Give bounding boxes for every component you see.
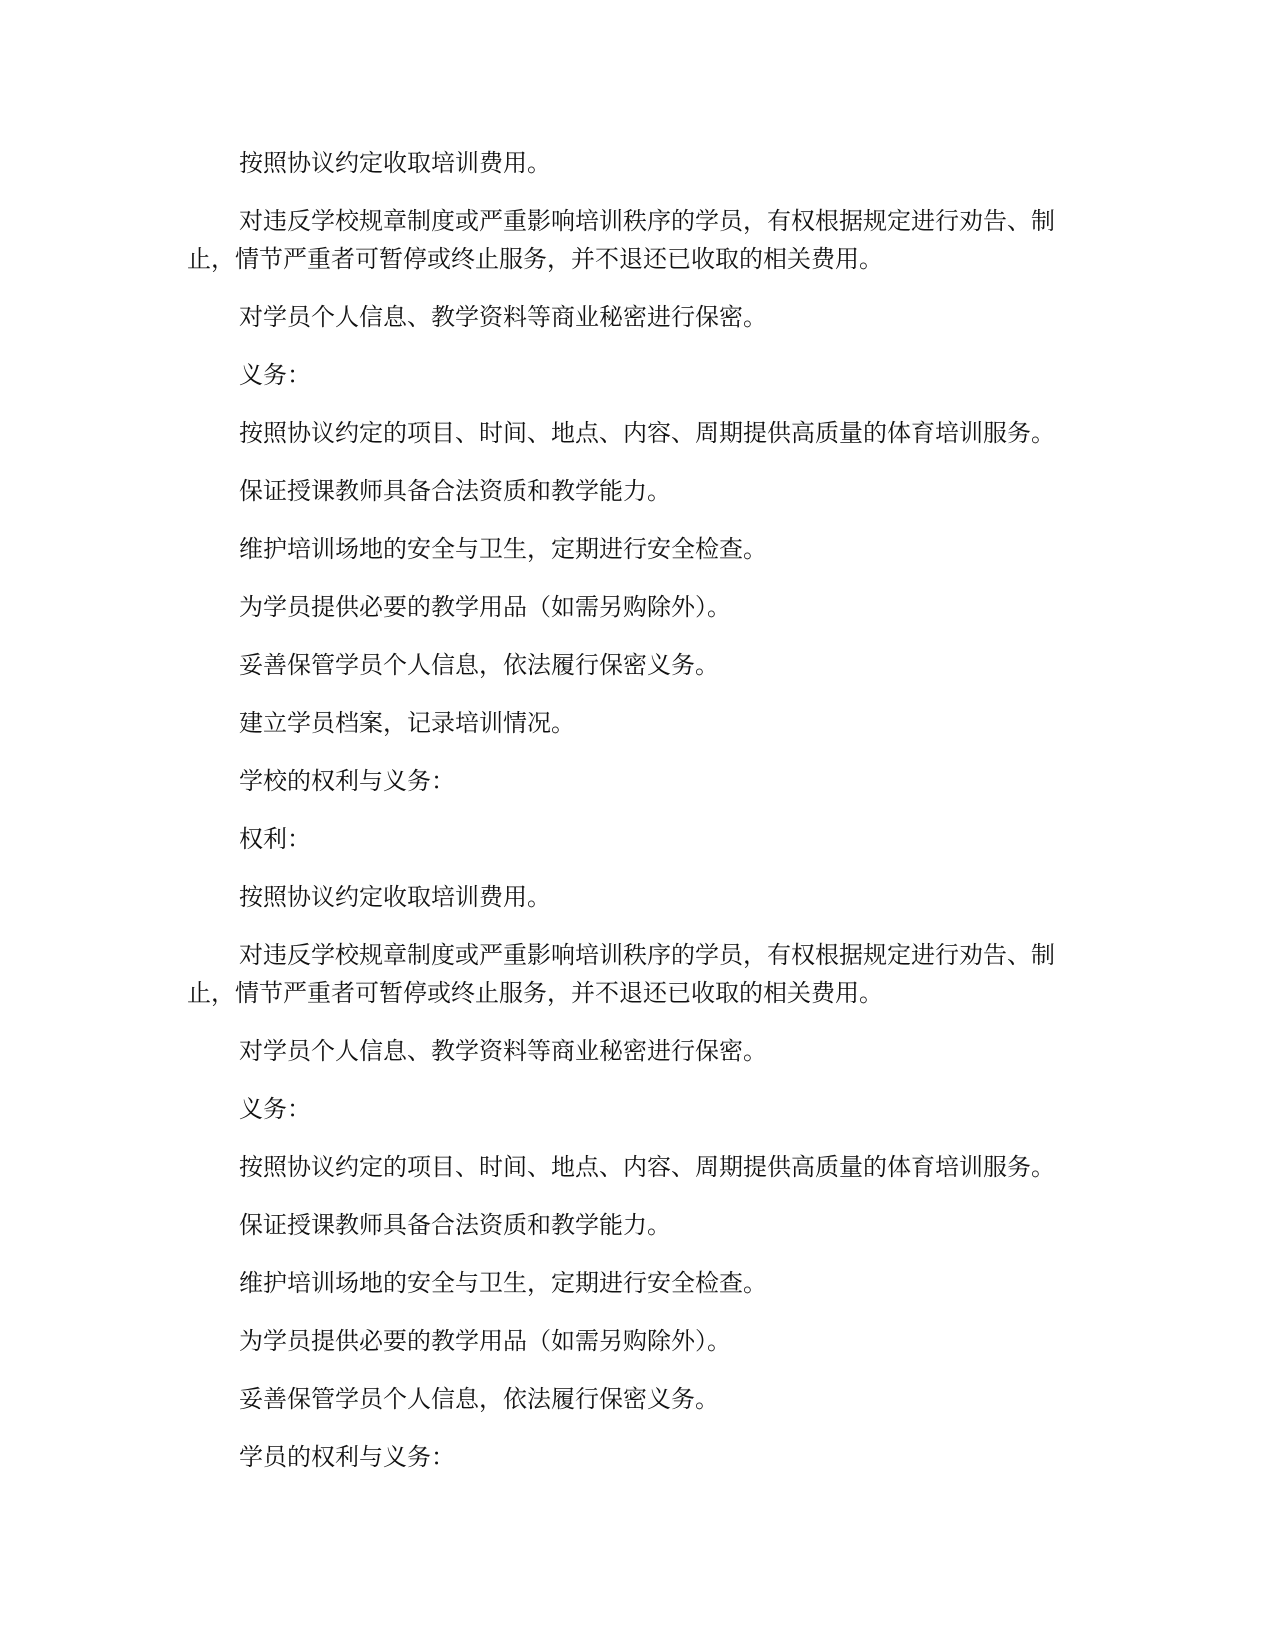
paragraph: 按照协议约定的项目、时间、地点、内容、周期提供高质量的体育培训服务。 [239,419,1055,447]
paragraph: 为学员提供必要的教学用品（如需另购除外）。 [239,1327,731,1355]
paragraph: 对违反学校规章制度或严重影响培训秩序的学员，有权根据规定进行劝告、制止，情节严重者可暂停或终止服务，并不退还已收取的相关费用。 [187,207,1055,273]
paragraph: 保证授课教师具备合法资质和教学能力。 [239,1211,671,1239]
section-label: 义务： [239,361,311,389]
paragraph: 对违反学校规章制度或严重影响培训秩序的学员，有权根据规定进行劝告、制止，情节严重者可暂停或终止服务，并不退还已收取的相关费用。 [187,941,1055,1007]
section-label: 义务： [239,1095,311,1123]
document-body [187,144,1087,1496]
paragraph: 妥善保管学员个人信息，依法履行保密义务。 [239,1385,719,1413]
paragraph: 妥善保管学员个人信息，依法履行保密义务。 [239,651,719,679]
section-heading: 学员的权利与义务： [239,1443,455,1471]
paragraph: 为学员提供必要的教学用品（如需另购除外）。 [239,593,731,621]
paragraph: 按照协议约定的项目、时间、地点、内容、周期提供高质量的体育培训服务。 [239,1153,1055,1181]
paragraph: 建立学员档案，记录培训情况。 [239,709,575,737]
paragraph: 维护培训场地的安全与卫生，定期进行安全检查。 [239,1269,767,1297]
section-label: 权利： [239,825,311,853]
paragraph: 对学员个人信息、教学资料等商业秘密进行保密。 [239,303,767,331]
paragraph: 按照协议约定收取培训费用。 [239,883,551,911]
section-heading: 学校的权利与义务： [239,767,455,795]
paragraph: 维护培训场地的安全与卫生，定期进行安全检查。 [239,535,767,563]
paragraph: 对学员个人信息、教学资料等商业秘密进行保密。 [239,1037,767,1065]
paragraph: 保证授课教师具备合法资质和教学能力。 [239,477,671,505]
paragraph: 按照协议约定收取培训费用。 [239,149,551,177]
